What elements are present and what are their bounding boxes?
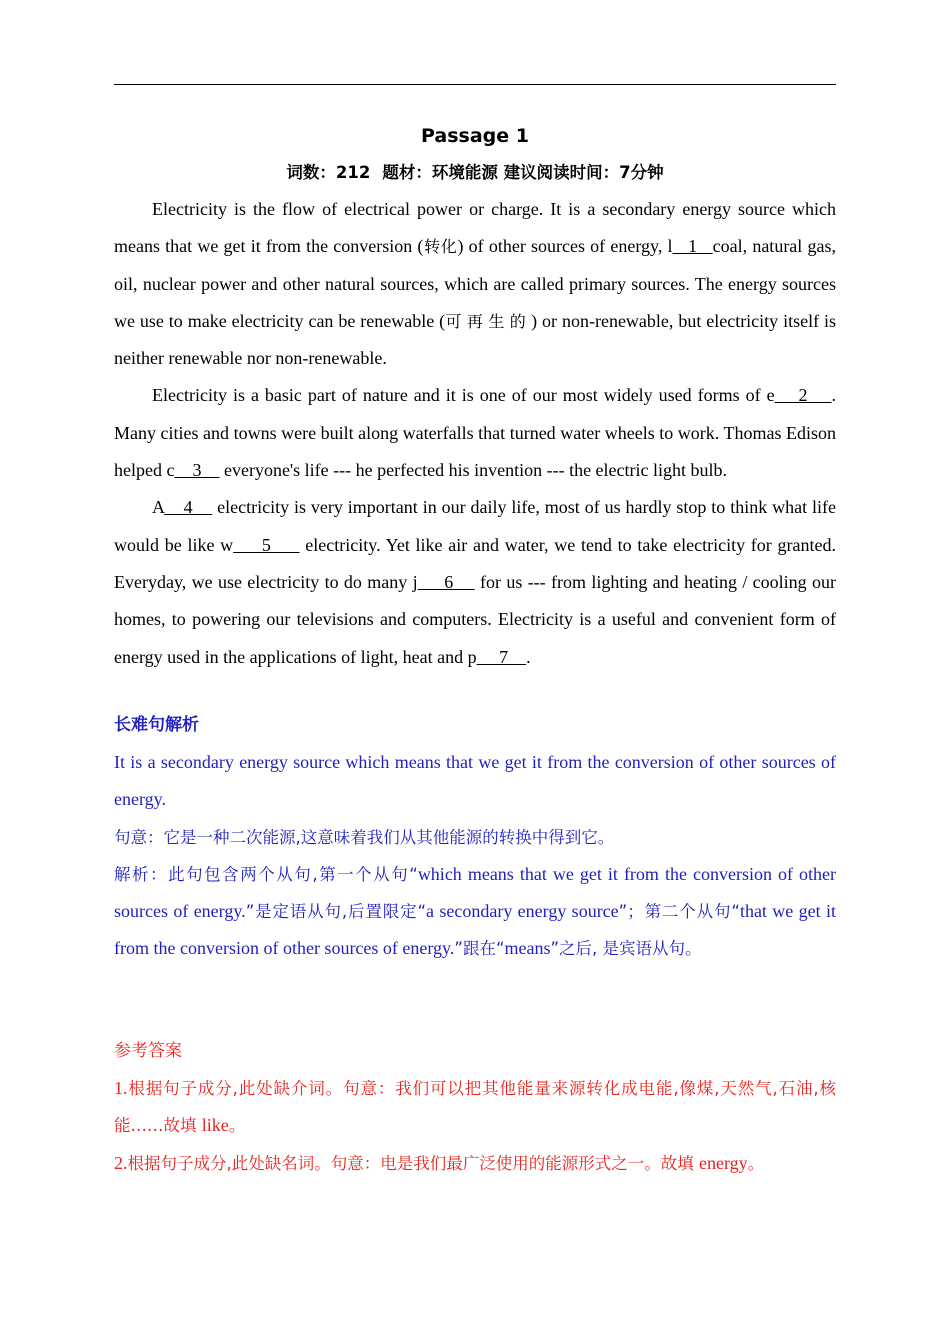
explain-part-e: ”；第二个从句“ <box>618 902 740 922</box>
p2-text-1: Electricity is a basic part of nature and it is one of our most widely used forms of e <box>152 385 775 406</box>
header-rule <box>114 84 836 85</box>
answer-1-number: 1. <box>114 1078 128 1098</box>
explain-part-g: ”跟在“ <box>454 939 505 959</box>
answer-key-section <box>114 1033 836 1182</box>
answer-2-word: energy <box>699 1152 748 1173</box>
blank-7[interactable]: 7 <box>476 646 527 667</box>
p2-text-2: . Many cities and towns were built along waterfalls that turned water wheels to work. Thomas Edison helped c <box>114 385 837 481</box>
explain-part-h: means <box>504 938 551 959</box>
word-count: 词数：212 <box>286 163 371 182</box>
passage-body <box>114 191 836 676</box>
analysis-heading: 长难句解析 <box>114 715 199 735</box>
analysis-meaning: 句意：它是一种二次能源,这意味着我们从其他能源的转换中得到它。 <box>114 827 615 847</box>
p3-text-1: A <box>152 497 165 518</box>
passage-title: Passage 1 <box>421 125 529 147</box>
p3-text-4: for us --- from lighting and heating / cooling our homes, to powering our televisions and computers. Electricity is a useful and convenient form of energy used in the applications of light, heat and p <box>114 571 836 667</box>
p1-text-1: Electricity is the flow of electrical power or charge. It is a secondary energy source which means that we get it from the conversion ( <box>114 199 836 257</box>
analysis-sentence: It is a secondary energy source which means that we get it from the conversion of other sources of energy. <box>114 752 836 810</box>
p1-text-2: ) of other sources of energy, l <box>457 236 673 257</box>
explain-part-c: ”是定语从句,后置限定“ <box>245 902 426 922</box>
reading-time: 建议阅读时间：7分钟 <box>503 163 664 182</box>
explain-part-a: 解析：此句包含两个从句,第一个从句“ <box>114 864 418 884</box>
paragraph-1 <box>114 191 836 377</box>
answer-2 <box>114 1145 836 1182</box>
p1-chinese-gloss-2: 可再生的 <box>445 311 532 331</box>
answer-2-text: 根据句子成分,此处缺名词。句意：电是我们最广泛使用的能源形式之一。故填 <box>127 1153 699 1173</box>
explain-part-f: that we get it from the conversion of other sources of energy. <box>114 901 836 959</box>
explain-part-d: a secondary energy source <box>426 901 619 922</box>
answer-1-text: 根据句子成分,此处缺介词。句意：我们可以把其他能量来源转化成电能,像煤,天然气,石油,核能……故填 <box>114 1079 836 1136</box>
answer-1-end: 。 <box>228 1116 246 1136</box>
blank-3[interactable]: 3 <box>174 460 220 481</box>
blank-6[interactable]: 6 <box>417 571 475 592</box>
p1-text-3: coal, natural gas, oil, nuclear power and other natural sources, which are called primary sources. The energy sources we use to make electricity can be renewable ( <box>114 236 836 331</box>
p2-text-3: everyone's life --- he perfected his invention --- the electric light bulb. <box>219 460 728 481</box>
blank-2[interactable]: 2 <box>774 385 832 406</box>
explain-part-i: ”之后, 是宾语从句。 <box>550 939 702 959</box>
p3-text-5: . <box>526 646 531 667</box>
answer-1 <box>114 1070 836 1145</box>
paragraph-2 <box>114 377 836 489</box>
explain-part-b: which means that we get it from the conversion of other sources of energy. <box>114 863 836 922</box>
answer-2-end: 。 <box>747 1153 765 1173</box>
passage-meta <box>114 160 836 186</box>
answer-1-word: like <box>201 1115 229 1136</box>
blank-4[interactable]: 4 <box>164 497 213 518</box>
answers-heading: 参考答案 <box>114 1041 182 1061</box>
sentence-analysis-section <box>114 707 836 968</box>
topic: 题材：环境能源 <box>382 163 498 182</box>
blank-1[interactable]: 1 <box>672 236 713 257</box>
blank-5[interactable]: 5 <box>233 534 300 555</box>
p3-text-3: electricity. Yet like air and water, we tend to take electricity for granted. Everyday, we use electricity to do many j <box>114 534 837 592</box>
p1-text-4: ) or non-renewable, but electricity itself is neither renewable nor non-renewable. <box>114 310 836 369</box>
paragraph-3 <box>114 489 836 675</box>
p1-chinese-gloss-1: 转化 <box>423 237 458 257</box>
p3-text-2: electricity is very important in our daily life, most of us hardly stop to think what life would be like w <box>114 497 836 555</box>
answer-2-number: 2. <box>114 1152 128 1173</box>
analysis-explanation <box>114 856 836 968</box>
